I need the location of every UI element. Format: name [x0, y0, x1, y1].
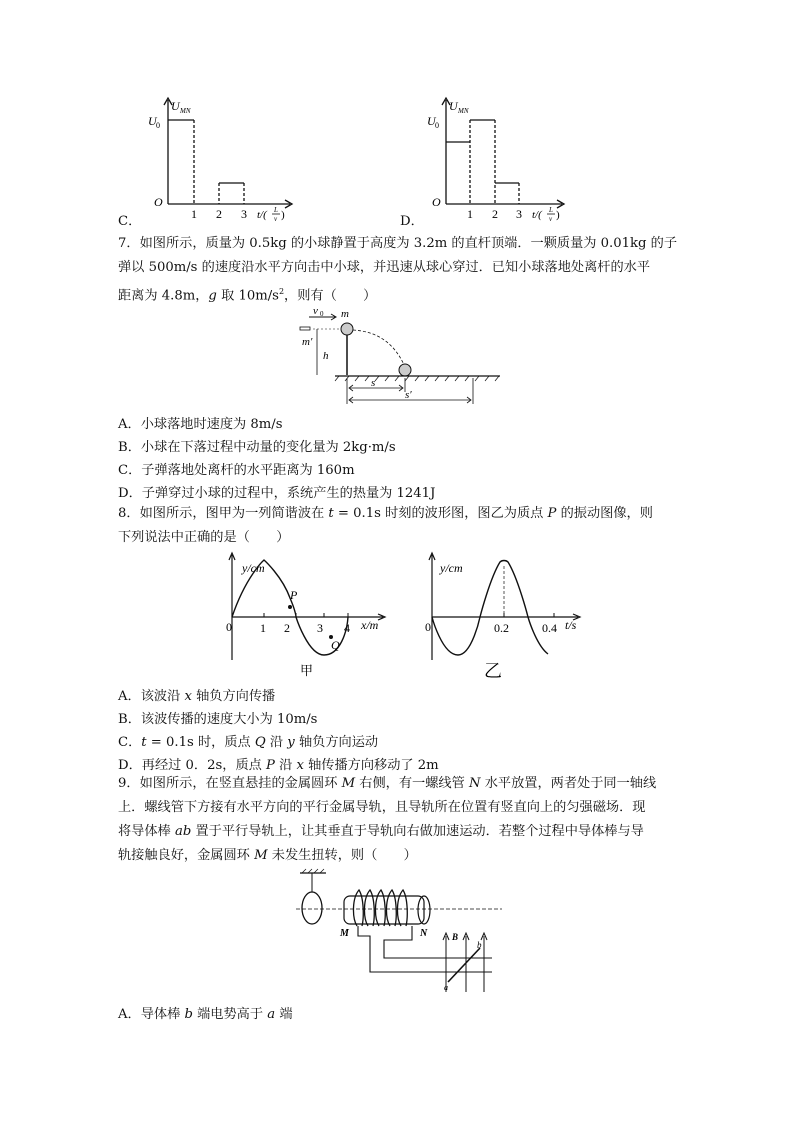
- q8-option-d: D．再经过 0．2s，质点 P 沿 x 轴传播方向移动了 2m: [118, 758, 439, 773]
- q7-line-1: 7．如图所示，质量为 0.5kg 的小球静置于高度为 3.2m 的直杆顶端．一颗质量为 0.01kg 的子: [118, 236, 678, 251]
- graph-d: [422, 92, 582, 222]
- m-label: m: [341, 308, 349, 320]
- y-axis-label: U: [171, 99, 180, 113]
- origin-label: 0: [226, 620, 232, 634]
- q7-line-2: 弹以 500m/s 的速度沿水平方向击中小球，并迅速从球心穿过．已知小球落地处离杆的水平: [118, 260, 651, 275]
- u0-label: U: [427, 114, 436, 128]
- q8-option-c: C．t = 0.1s 时，质点 Q 沿 y 轴负方向运动: [118, 735, 379, 750]
- tick-label: 1: [260, 621, 266, 635]
- q7-line-3: 距离为 4.8m，g 取 $10m/s^2$，则有（ ）: [118, 287, 377, 304]
- m-prime-label: m′: [302, 336, 313, 348]
- svg-text:0: 0: [435, 121, 439, 130]
- origin-label: O: [432, 195, 441, 209]
- tick-label: 0.4: [542, 621, 557, 635]
- tick-label: 2: [492, 207, 498, 221]
- caption-jia: 甲: [300, 663, 314, 678]
- metal-ring: [302, 892, 322, 924]
- q9-line-3: 将导体棒 ab 置于平行导轨上，让其垂直于导轨向右做加速运动．若整个过程中导体棒与导: [118, 824, 644, 839]
- q8-option-a: A．该波沿 x 轴负方向传播: [118, 689, 276, 704]
- u0-label: U: [148, 114, 157, 128]
- svg-text:MN: MN: [180, 107, 191, 115]
- wave-graph-jia: [218, 550, 393, 680]
- svg-text:v: v: [274, 215, 278, 222]
- tick-label: 3: [317, 621, 323, 635]
- svg-text:): ): [281, 209, 285, 221]
- x-axis-label: x/m: [361, 618, 379, 632]
- q8-option-b: B．该波传播的速度大小为 10m/s: [118, 712, 318, 727]
- y-axis-label: U: [449, 99, 458, 113]
- tick-label: 4: [344, 621, 350, 635]
- svg-text:MN: MN: [458, 107, 469, 115]
- p-label: P: [290, 588, 298, 602]
- x-axis-label: t/(: [257, 209, 267, 221]
- ball-top: [341, 323, 353, 335]
- svg-text:0: 0: [320, 310, 324, 318]
- conductor-rod: [448, 948, 480, 982]
- option-c-label: C．: [118, 214, 142, 229]
- label-m: M: [340, 928, 349, 939]
- svg-text:L: L: [549, 206, 553, 214]
- label-a: a: [444, 983, 448, 992]
- tick-label: 0.2: [494, 621, 509, 635]
- svg-text:v: v: [549, 215, 553, 222]
- ball-ground: [399, 364, 411, 376]
- graph-c: [140, 92, 300, 222]
- x-axis-label: t/s: [565, 618, 577, 632]
- point-p: [288, 605, 292, 609]
- origin-label: 0: [425, 620, 431, 634]
- svg-text:0: 0: [156, 121, 160, 130]
- x-axis-label: t/(: [532, 209, 542, 221]
- y-axis-label: y/cm: [242, 561, 265, 575]
- tick-label: 3: [241, 207, 247, 221]
- tick-label: 1: [467, 207, 473, 221]
- q9-line-1: 9．如图所示，在竖直悬挂的金属圆环 M 右侧，有一螺线管 N 水平放置，两者处于同一轴线: [118, 776, 657, 791]
- label-b-field: B: [452, 932, 459, 942]
- svg-text:): ): [556, 209, 560, 221]
- q7-option-a: A．小球落地时速度为 8m/s: [118, 417, 283, 432]
- q7-figure: [295, 302, 505, 408]
- bullet-shape: [300, 327, 310, 330]
- q7-option-c: C．子弹落地处离杆的水平距离为 160m: [118, 463, 355, 478]
- label-n: N: [420, 928, 428, 939]
- tick-label: 2: [216, 207, 222, 221]
- s-prime-label: s′: [405, 389, 412, 401]
- q9-line-4: 轨接触良好，金属圆环 M 未发生扭转，则（ ）: [118, 848, 417, 863]
- option-d-label: D．: [400, 214, 424, 229]
- q8-line-1: 8．如图所示，图甲为一列简谐波在 t = 0.1s 时刻的波形图，图乙为质点 P 的振动图像，则: [118, 506, 653, 521]
- tick-label: 1: [191, 207, 197, 221]
- q7-option-d: D．子弹穿过小球的过程中，系统产生的热量为 1241J: [118, 486, 436, 501]
- q9-figure: [292, 868, 512, 1000]
- q8-line-2: 下列说法中正确的是（ ）: [118, 530, 290, 545]
- svg-text:L: L: [274, 206, 278, 214]
- tick-label: 2: [284, 621, 290, 635]
- s-label: s: [371, 377, 376, 389]
- q-label: Q: [331, 638, 340, 652]
- q9-option-a: A．导体棒 b 端电势高于 a 端: [118, 1007, 293, 1022]
- q7-option-b: B．小球在下落过程中动量的变化量为 2kg·m/s: [118, 440, 396, 455]
- q9-line-2: 上．螺线管下方接有水平方向的平行金属导轨，且导轨所在位置有竖直向上的匀强磁场．现: [118, 800, 646, 815]
- h-label: h: [323, 350, 329, 362]
- v0-label: v: [313, 305, 318, 317]
- origin-label: O: [154, 195, 163, 209]
- label-b: b: [477, 940, 482, 950]
- vibration-graph-yi: [418, 550, 593, 682]
- caption-yi: 乙: [484, 661, 502, 681]
- y-axis-label: y/cm: [440, 561, 463, 575]
- tick-label: 3: [516, 207, 522, 221]
